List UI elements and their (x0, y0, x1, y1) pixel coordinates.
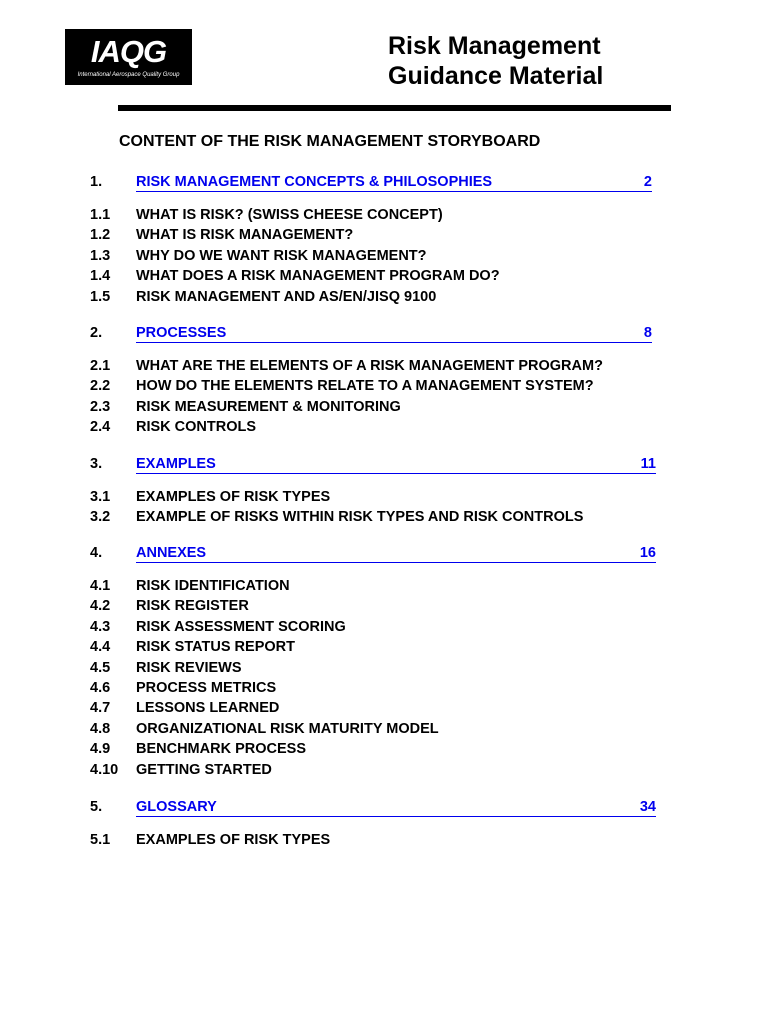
section-title: PROCESSES (136, 325, 227, 341)
item-text: RISK REVIEWS (136, 659, 242, 676)
logo-subtitle: International Aerospace Quality Group (77, 72, 180, 78)
toc-item-row (90, 356, 730, 376)
header-divider (118, 105, 671, 111)
item-number: 2.1 (90, 358, 111, 374)
iaqg-logo (65, 29, 192, 85)
item-text: WHAT DOES A RISK MANAGEMENT PROGRAM DO? (136, 268, 500, 285)
toc-item-row (90, 719, 730, 739)
item-number: 1.4 (90, 268, 111, 285)
toc-item-row (90, 830, 730, 850)
item-number: 4.3 (90, 618, 111, 635)
section-title: GLOSSARY (136, 799, 217, 815)
section-link[interactable] (136, 323, 652, 343)
toc-item-row (90, 678, 730, 698)
item-text: RISK REGISTER (136, 598, 249, 615)
toc-item-row (90, 417, 730, 437)
toc-item-row (90, 266, 730, 286)
item-number: 1.1 (90, 207, 111, 223)
item-text: EXAMPLE OF RISKS WITHIN RISK TYPES AND RISK CONTROLS (136, 509, 584, 526)
document-title-line1: Risk Management (388, 32, 601, 60)
item-number: 4.1 (90, 578, 111, 594)
item-number: 1.3 (90, 247, 111, 264)
toc-item-row (90, 698, 730, 718)
item-text: HOW DO THE ELEMENTS RELATE TO A MANAGEMENT SYSTEM? (136, 378, 594, 395)
toc-section-row (90, 454, 656, 474)
logo-text: IAQG (90, 34, 167, 69)
item-number: 4.8 (90, 720, 111, 737)
item-number: 2.4 (90, 419, 111, 436)
toc-item-row (90, 739, 730, 759)
item-text: EXAMPLES OF RISK TYPES (136, 832, 331, 848)
toc-item-row (90, 287, 730, 307)
item-number: 4.10 (90, 761, 119, 778)
toc-item-row (90, 397, 730, 417)
item-text: WHAT IS RISK MANAGEMENT? (136, 227, 354, 244)
item-text: WHAT ARE THE ELEMENTS OF A RISK MANAGEMENT PROGRAM? (136, 358, 603, 374)
toc-item-row (90, 246, 730, 266)
toc-item-row (90, 637, 730, 657)
toc-item-row (90, 596, 730, 616)
section-number: 2. (90, 325, 103, 341)
toc-section-row (90, 172, 652, 192)
section-number: 4. (90, 545, 103, 561)
toc-section-row (90, 543, 656, 563)
item-text: WHY DO WE WANT RISK MANAGEMENT? (136, 247, 427, 264)
toc-item-row (90, 376, 730, 396)
item-number: 4.7 (90, 700, 111, 717)
section-link[interactable] (136, 454, 656, 474)
item-text: EXAMPLES OF RISK TYPES (136, 489, 331, 505)
section-link[interactable] (136, 543, 656, 563)
item-text: ORGANIZATIONAL RISK MATURITY MODEL (136, 720, 439, 737)
item-number: 3.2 (90, 509, 111, 526)
section-title: ANNEXES (136, 545, 207, 561)
item-number: 4.2 (90, 598, 111, 615)
item-text: RISK CONTROLS (136, 419, 257, 436)
item-number: 1.2 (90, 227, 111, 244)
contents-heading: CONTENT OF THE RISK MANAGEMENT STORYBOARD (119, 133, 541, 150)
item-number: 4.9 (90, 741, 111, 758)
section-number: 5. (90, 799, 103, 815)
toc-item-row (90, 617, 730, 637)
toc-item-row (90, 658, 730, 678)
section-page-number: 34 (639, 799, 656, 815)
document-title-line2: Guidance Material (388, 62, 604, 90)
section-title: EXAMPLES (136, 456, 216, 472)
item-text: WHAT IS RISK? (SWISS CHEESE CONCEPT) (136, 207, 443, 223)
section-page-number: 8 (643, 325, 652, 341)
section-page-number: 2 (643, 174, 652, 190)
section-number: 1. (90, 174, 103, 190)
item-text: RISK STATUS REPORT (136, 639, 295, 656)
section-title: RISK MANAGEMENT CONCEPTS & PHILOSOPHIES (136, 174, 493, 190)
item-number: 4.6 (90, 680, 111, 696)
section-link[interactable] (136, 797, 656, 817)
section-link[interactable] (136, 172, 652, 192)
item-number: 2.3 (90, 398, 111, 415)
document-title (388, 31, 688, 91)
section-page-number: 11 (640, 456, 656, 472)
toc-item-row (90, 507, 730, 527)
item-number: 4.5 (90, 659, 111, 676)
item-text: RISK MANAGEMENT AND AS/EN/JISQ 9100 (136, 288, 437, 305)
toc-section-row (90, 797, 656, 817)
item-number: 2.2 (90, 378, 111, 395)
item-text: RISK MEASUREMENT & MONITORING (136, 398, 401, 415)
item-number: 1.5 (90, 288, 111, 305)
section-number: 3. (90, 456, 103, 472)
item-number: 3.1 (90, 489, 111, 505)
toc-item-row (90, 205, 730, 225)
item-text: LESSONS LEARNED (136, 700, 280, 717)
item-text: RISK IDENTIFICATION (136, 578, 290, 594)
item-number: 4.4 (90, 639, 111, 656)
toc-item-row (90, 576, 730, 596)
toc-item-row (90, 760, 730, 780)
toc-item-row (90, 225, 730, 245)
section-page-number: 16 (639, 545, 656, 561)
item-text: RISK ASSESSMENT SCORING (136, 618, 346, 635)
item-text: PROCESS METRICS (136, 680, 277, 696)
toc-section-row (90, 323, 652, 343)
item-number: 5.1 (90, 832, 111, 848)
toc-item-row (90, 487, 730, 507)
item-text: GETTING STARTED (136, 761, 272, 778)
item-text: BENCHMARK PROCESS (136, 741, 306, 758)
